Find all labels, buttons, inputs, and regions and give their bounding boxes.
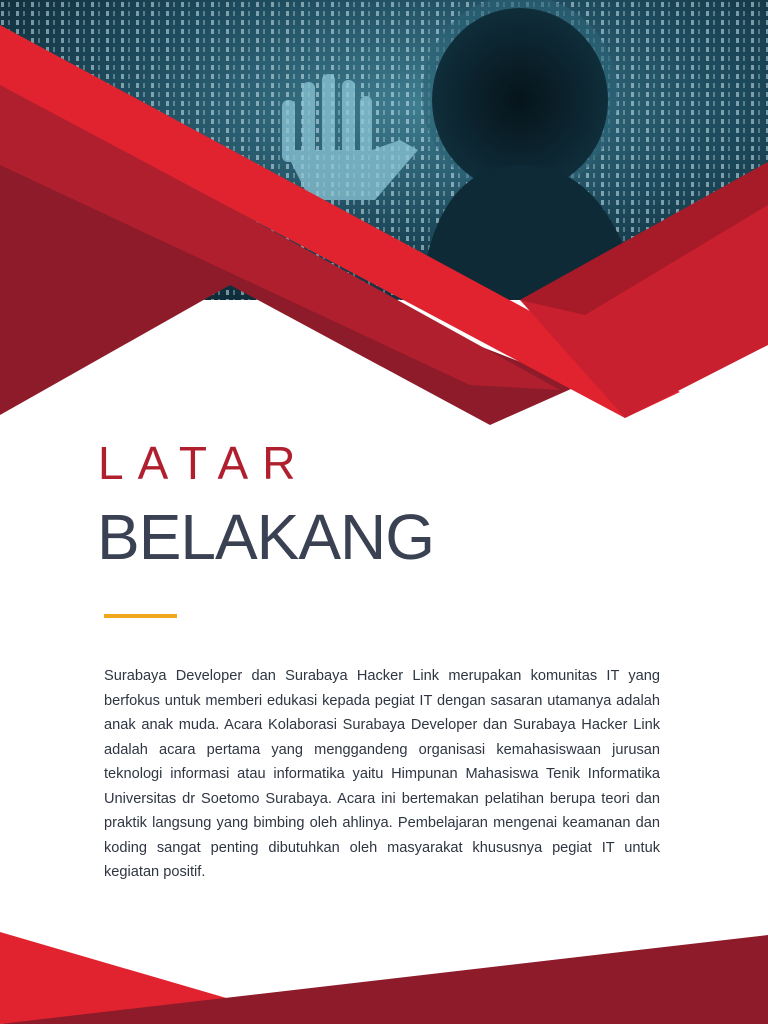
title-accent-rule	[104, 614, 177, 618]
body-paragraph: Surabaya Developer dan Surabaya Hacker Link merupakan komunitas IT yang berfokus untuk memberi edukasi kepada pegiat IT dengan sasaran utamanya adalah anak anak muda. Acara Kolaborasi Surabaya Developer dan Surabaya Hacker Link adalah acara pertama yang menggandeng organisasi kemahasiswaan jurusan teknologi informasi atau informatika yaitu Himpunan Mahasiswa Tenik Informatika Universitas dr Soetomo Surabaya. Acara ini bertemakan pelatihan berupa teori dan praktik langsung yang bimbing oleh ahlinya. Pembelajaran mengenai keamanan dan koding sangat penting dibutuhkan oleh masyarakat khususnya pegiat IT untuk kegiatan positif.	[104, 668, 660, 880]
heading-eyebrow: LATAR	[98, 437, 310, 489]
page-title: BELAKANG	[97, 501, 435, 573]
